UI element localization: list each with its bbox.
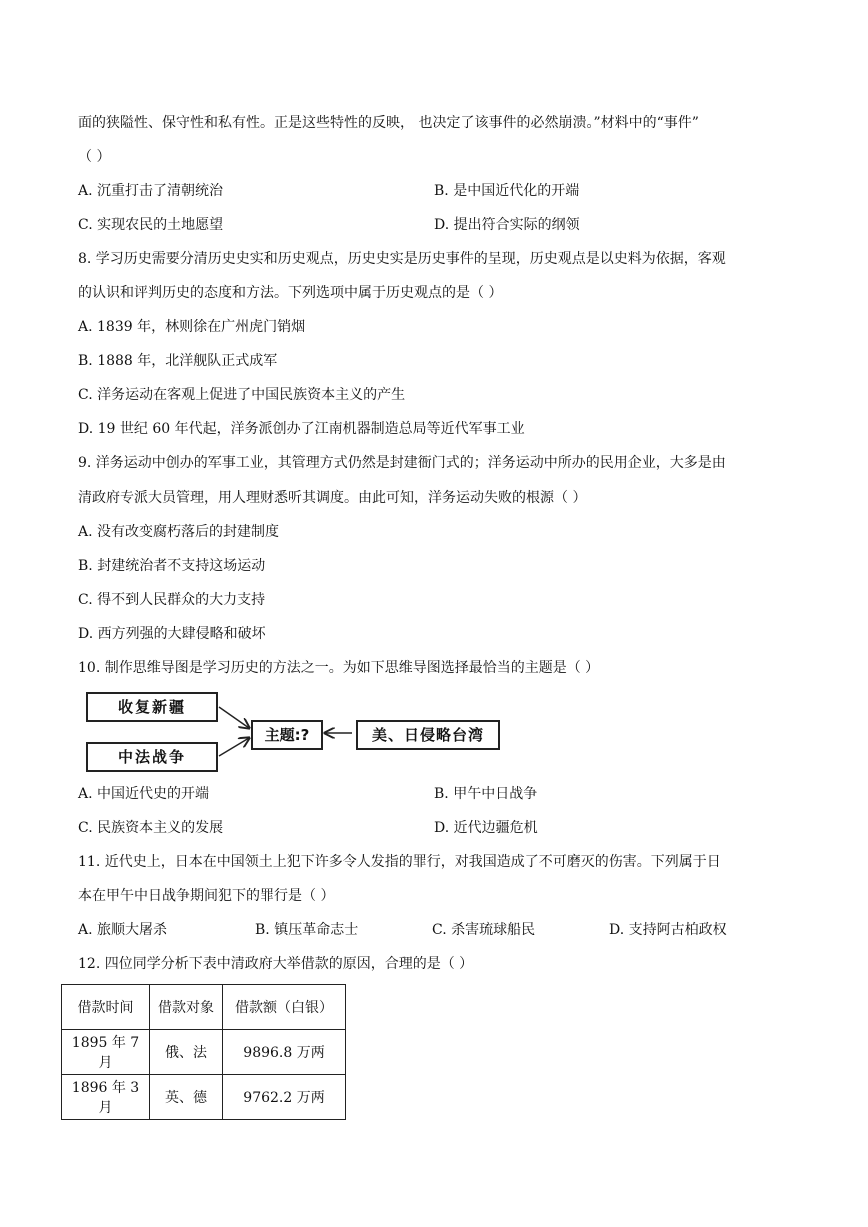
q10-option-c: C. 民族资本主义的发展 [78, 820, 224, 836]
q9-option-d: D. 西方列强的大肆侵略和破坏 [78, 626, 266, 642]
table-header-row [62, 985, 346, 1030]
q9-option-b: B. 封建统治者不支持这场运动 [78, 558, 266, 574]
q9-stem-line2: 清政府专派大员管理，用人理财悉听其调度。由此可知，洋务运动失败的根源（ ） [78, 490, 587, 506]
table-header-time: 借款时间 [62, 985, 150, 1030]
arrow-from-box1 [219, 707, 249, 728]
q12-stem: 12. 四位同学分析下表中清政府大举借款的原因，合理的是（ ） [78, 956, 474, 972]
q10-option-b: B. 甲午中日战争 [434, 786, 538, 802]
table-header-lender: 借款对象 [150, 985, 223, 1030]
q11-option-a: A. 旅顺大屠杀 [78, 922, 168, 938]
q10-option-a: A. 中国近代史的开端 [78, 786, 210, 802]
q7-option-a: A. 沉重打击了清朝统治 [78, 183, 224, 199]
q7-answer-blank: （ ） [78, 149, 111, 165]
q8-option-d: D. 19 世纪 60 年代起，洋务派创办了江南机器制造总局等近代军事工业 [78, 421, 525, 437]
mind-map-box-taiwan: 美、日侵略台湾 [356, 720, 500, 750]
q7-option-c: C. 实现农民的土地愿望 [78, 217, 224, 233]
mind-map [86, 692, 506, 774]
q8-option-c: C. 洋务运动在客观上促进了中国民族资本主义的产生 [78, 387, 406, 403]
table-cell: 英、德 [150, 1075, 223, 1120]
q7-option-b: B. 是中国近代化的开端 [434, 183, 580, 199]
mind-map-center-topic: 主题:? [251, 720, 323, 750]
table-cell: 俄、法 [150, 1030, 223, 1075]
q8-option-b: B. 1888 年，北洋舰队正式成军 [78, 353, 278, 369]
q8-stem-line1: 8. 学习历史需要分清历史史实和历史观点，历史史实是历史事件的呈现，历史观点是以史料为依据，客观 [78, 251, 726, 267]
loan-table [61, 984, 346, 1120]
q10-stem: 10. 制作思维导图是学习历史的方法之一。为如下思维导图选择最恰当的主题是（ ） [78, 660, 600, 676]
q10-option-d: D. 近代边疆危机 [434, 820, 538, 836]
table-cell: 1896 年 3 月 [62, 1075, 150, 1120]
mind-map-box-xinjiang: 收复新疆 [86, 692, 218, 722]
arrow-from-box2 [219, 738, 249, 756]
table-row [62, 1075, 346, 1120]
mind-map-box-sino-french-war: 中法战争 [86, 742, 218, 772]
q11-stem-line1: 11. 近代史上，日本在中国领土上犯下许多令人发指的罪行，对我国造成了不可磨灭的伤害。下列属于日 [78, 854, 721, 870]
q11-option-d: D. 支持阿古柏政权 [609, 922, 727, 938]
table-header-amount: 借款额（白银） [223, 985, 346, 1030]
table-row [62, 1030, 346, 1075]
table-cell: 9896.8 万两 [223, 1030, 346, 1075]
q9-option-c: C. 得不到人民群众的大力支持 [78, 592, 266, 608]
q11-option-c: C. 杀害琉球船民 [432, 922, 536, 938]
q9-option-a: A. 没有改变腐朽落后的封建制度 [78, 524, 280, 540]
q9-stem-line1: 9. 洋务运动中创办的军事工业，其管理方式仍然是封建衙门式的；洋务运动中所办的民用企业，大多是由 [78, 455, 726, 471]
q11-option-b: B. 镇压革命志士 [255, 922, 359, 938]
q8-option-a: A. 1839 年，林则徐在广州虎门销烟 [78, 319, 306, 335]
table-cell: 1895 年 7 月 [62, 1030, 150, 1075]
q7-text-tail: 面的狭隘性、保守性和私有性。正是这些特性的反映， 也决定了该事件的必然崩溃。”材料中的“事件” [78, 115, 699, 131]
table-cell: 9762.2 万两 [223, 1075, 346, 1120]
q7-option-d: D. 提出符合实际的纲领 [434, 217, 580, 233]
q8-stem-line2: 的认识和评判历史的态度和方法。下列选项中属于历史观点的是（ ） [78, 285, 503, 301]
q11-stem-line2: 本在甲午中日战争期间犯下的罪行是（ ） [78, 888, 335, 904]
